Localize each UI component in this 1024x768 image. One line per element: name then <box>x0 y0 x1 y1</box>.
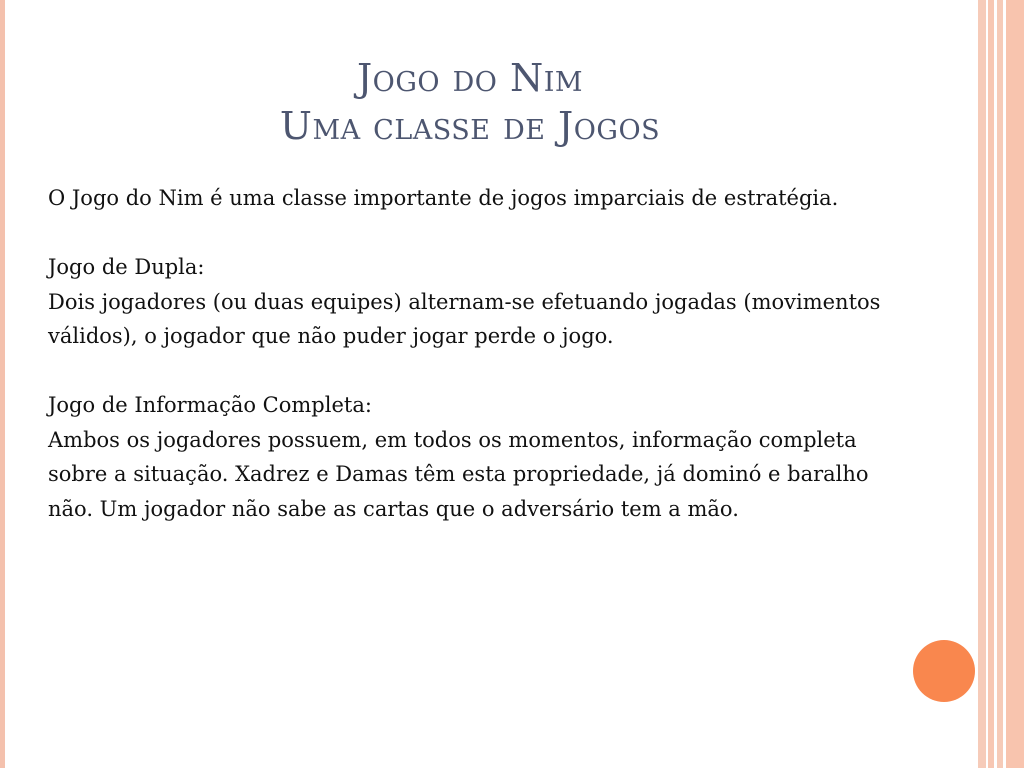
slide-title <box>0 54 940 150</box>
paragraph-spacer <box>48 354 888 389</box>
dupla-paragraph: Dois jogadores (ou duas equipes) alternam-se efetuando jogadas (movimentos válidos), o jogador que não puder jogar perde o jogo. <box>48 289 881 348</box>
decorative-stripe <box>1006 0 1024 768</box>
decorative-stripe <box>978 0 986 768</box>
section-heading-informacao: Jogo de Informação Completa: <box>48 393 372 417</box>
informacao-paragraph: Ambos os jogadores possuem, em todos os momentos, informação completa sobre a situação. Xadrez e Damas têm esta propriedade, já dominó e baralho não. Um jogador não sabe as cartas que o adversário tem a mão. <box>48 427 869 521</box>
orange-circle-decoration <box>913 640 975 702</box>
title-line-1: Jogo do Nim <box>356 56 584 100</box>
paragraph-spacer <box>48 216 888 251</box>
slide-body <box>48 181 888 526</box>
intro-paragraph: O Jogo do Nim é uma classe importante de jogos imparciais de estratégia. <box>48 186 839 210</box>
section-heading-dupla: Jogo de Dupla: <box>48 255 205 279</box>
title-line-2: Uma classe de Jogos <box>279 104 661 148</box>
